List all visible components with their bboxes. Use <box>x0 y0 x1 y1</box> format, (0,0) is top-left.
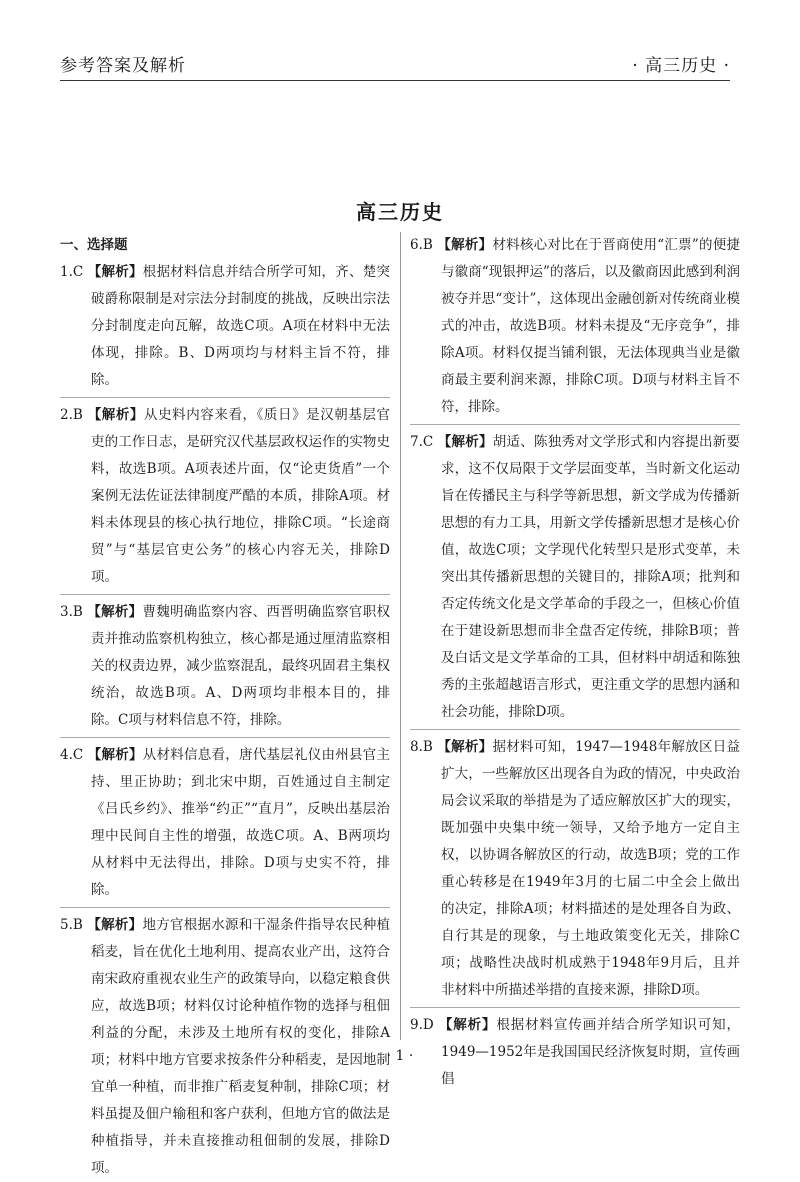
question-number: 1.C <box>60 264 84 280</box>
question-8 <box>410 734 741 1004</box>
question-divider <box>60 907 390 908</box>
question-number: 7.C <box>410 434 434 450</box>
analysis-tag: 【解析】 <box>437 237 493 253</box>
question-divider <box>60 397 390 398</box>
answer-columns <box>60 232 741 1176</box>
question-number: 3.B <box>60 604 83 620</box>
left-column <box>60 232 391 1176</box>
question-4 <box>60 742 391 904</box>
analysis-tag: 【解析】 <box>87 917 143 933</box>
question-explanation: 材料核心对比在于晋商使用“汇票”的便捷与徽商“现银押运”的落后，以及徽商因此感到利润被夺并思“变计”，这体现出金融创新对传统商业模式的冲击，故选B项。材料未提及“无序竞争”，排除A项。材料仅提当铺利银，无法体现典当业是徽商最主要利润来源，排除C项。D项与材料主旨不符，排除。 <box>441 237 741 415</box>
question-explanation: 据材料可知，1947—1948年解放区日益扩大，一些解放区出现各自为政的情况，中央政治局会议采取的举措是为了适应解放区扩大的现实，既加强中央集中统一领导，又给予地方一定自主权，以协调各解放区的行动，故选B项；党的工作重心转移是在1949年3月的七届二中全会上做出的决定，排除A项；材料描述的是处理各自为政、自行其是的现象，与土地政策变化无关，排除C项；战略性决战时机成熟于1948年9月后，且并非材料中所描述举措的直接来源，排除D项。 <box>441 739 741 998</box>
header-left-text: 参考答案及解析 <box>60 56 186 76</box>
question-explanation: 地方官根据水源和干湿条件指导农民种植稻麦，旨在优化土地利用、提高农业产出，这符合南宋政府重视农业生产的政策导向，以稳定粮食供应，故选B项；材料仅讨论种植作物的选择与租佃利益的分配，未涉及土地所有权的变化，排除A项；材料中地方官要求按条件分种稻麦，是因地制宜单一种植，而非推广稻麦复种制，排除C项；材料虽提及佃户输租和客户获利，但地方官的做法是种植指导，并未直接推动租佃制的发展，排除D项。 <box>91 917 391 1176</box>
question-2 <box>60 402 391 591</box>
question-explanation: 从材料信息看，唐代基层礼仪由州县官主持、里正协助；到北宋中期，百姓通过自主制定《吕氏乡约》、推举“约正”“直月”，反映出基层治理中民间自主性的增强，故选C项。A、B两项均从材料中无法得出，排除。D项与史实不符，排除。 <box>91 747 391 898</box>
question-7 <box>410 429 741 726</box>
question-number: 5.B <box>60 917 83 933</box>
header-right-text: · 高三历史 · <box>632 56 730 76</box>
question-6 <box>410 232 741 421</box>
question-explanation: 从史料内容来看，《质日》是汉朝基层官吏的工作日志，是研究汉代基层政权运作的实物史料，故选B项。A项表述片面，仅“论吏货盾”一个案例无法佐证法律制度严酷的本质，排除A项。材料未体现县的核心执行地位，排除C项。“长途商贸”与“基层官吏公务”的核心内容无关，排除D项。 <box>91 407 391 585</box>
column-divider <box>400 232 401 1040</box>
question-number: 2.B <box>60 407 83 423</box>
question-1 <box>60 259 391 394</box>
analysis-tag: 【解析】 <box>437 434 493 450</box>
right-column <box>410 232 741 1087</box>
analysis-tag: 【解析】 <box>87 604 143 620</box>
question-divider <box>410 729 740 730</box>
page-number: · 1 · <box>386 1048 414 1064</box>
question-explanation: 曹魏明确监察内容、西晋明确监察官职权责并推动监察机构独立，核心都是通过厘清监察相关的权责边界，减少监察混乱，最终巩固君主集权统治，故选B项。A、D两项均非根本目的，排除。C项与材料信息不符，排除。 <box>91 604 391 728</box>
question-3 <box>60 599 391 734</box>
question-divider <box>60 737 390 738</box>
question-number: 6.B <box>410 237 433 253</box>
question-explanation: 根据材料信息并结合所学可知，齐、楚突破爵称限制是对宗法分封制度的挑战，反映出宗法分封制度走向瓦解，故选C项。A项在材料中无法体现，排除。B、D两项均与材料主旨不符，排除。 <box>91 264 391 388</box>
question-5 <box>60 912 391 1182</box>
analysis-tag: 【解析】 <box>437 739 493 755</box>
question-divider <box>410 424 740 425</box>
question-number: 4.C <box>60 747 84 763</box>
analysis-tag: 【解析】 <box>87 264 143 280</box>
page-title: 高三历史 <box>356 200 444 224</box>
question-divider <box>410 1007 740 1008</box>
question-explanation: 根据材料宣传画并结合所学知识可知，1949—1952年是我国国民经济恢复时期，宣传画倡 <box>441 1017 741 1087</box>
question-explanation: 胡适、陈独秀对文学形式和内容提出新要求，这不仅局限于文学层面变革，当时新文化运动旨在传播民主与科学等新思想，新文学成为传播新思想的有力工具，用新文学传播新思想才是核心价值，故选C项；文学现代化转型只是形式变革，未突出其传播新思想的关键目的，排除A项；批判和否定传统文化是文学革命的手段之一，但核心价值在于建设新思想而非全盘否定传统，排除B项；普及白话文是文学革命的工具，但材料中胡适和陈独秀的主张超越语言形式，更注重文学的思想内涵和社会功能，排除D项。 <box>441 434 741 720</box>
question-divider <box>60 594 390 595</box>
analysis-tag: 【解析】 <box>87 747 143 763</box>
section-heading: 一、选择题 <box>60 237 128 253</box>
question-number: 9.D <box>410 1017 434 1033</box>
analysis-tag: 【解析】 <box>438 1017 497 1033</box>
running-header <box>60 46 730 81</box>
question-number: 8.B <box>410 739 433 755</box>
analysis-tag: 【解析】 <box>87 407 144 423</box>
